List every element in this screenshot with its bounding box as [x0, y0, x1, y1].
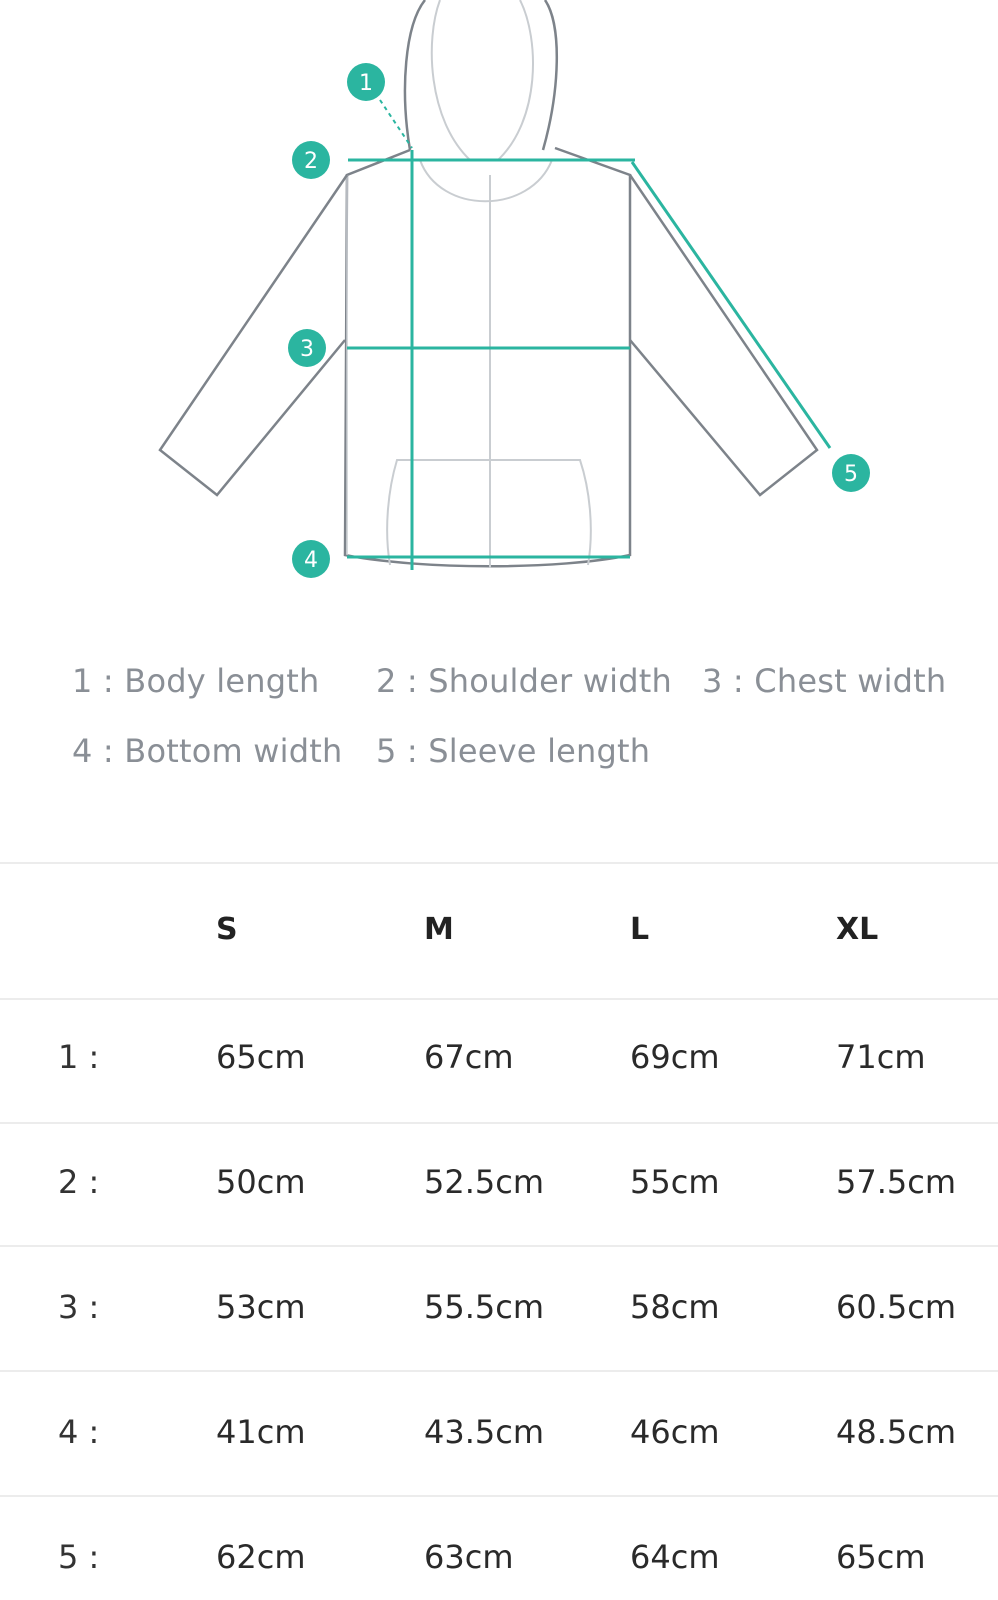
badge-4: [292, 540, 330, 578]
hood-inner: [432, 0, 533, 160]
table-cell: 71cm: [836, 1038, 926, 1076]
legend-item-chest-width: 3 : Chest width: [702, 662, 947, 700]
neck-line: [420, 160, 552, 201]
badge-2: [292, 141, 330, 179]
sleeve-length-line: [632, 162, 830, 448]
hoodie-measurement-diagram: [0, 0, 998, 600]
column-header-s: S: [216, 912, 238, 947]
table-divider: [0, 1495, 998, 1497]
legend-label: Shoulder width: [428, 662, 672, 700]
table-cell: 55cm: [630, 1163, 720, 1201]
legend-item-bottom-width: 4 : Bottom width: [72, 732, 343, 770]
row-label: 2 :: [58, 1163, 100, 1201]
column-header-m: M: [424, 912, 454, 947]
row-label: 1 :: [58, 1038, 100, 1076]
right-sleeve: [630, 175, 817, 495]
table-cell: 48.5cm: [836, 1413, 957, 1451]
table-cell: 63cm: [424, 1538, 514, 1576]
legend-number: 4: [72, 732, 93, 770]
table-cell: 58cm: [630, 1288, 720, 1326]
legend-label: Body length: [124, 662, 320, 700]
table-cell: 67cm: [424, 1038, 514, 1076]
table-cell: 55.5cm: [424, 1288, 545, 1326]
table-cell: 53cm: [216, 1288, 306, 1326]
table-cell: 43.5cm: [424, 1413, 545, 1451]
svg-text:1: 1: [359, 71, 373, 96]
legend-number: 2: [376, 662, 397, 700]
table-cell: 52.5cm: [424, 1163, 545, 1201]
table-cell: 41cm: [216, 1413, 306, 1451]
legend-label: Chest width: [754, 662, 947, 700]
table-divider: [0, 998, 998, 1000]
row-label: 3 :: [58, 1288, 100, 1326]
table-divider: [0, 1245, 998, 1247]
table-cell: 62cm: [216, 1538, 306, 1576]
column-header-l: L: [630, 912, 650, 947]
legend-item-body-length: 1 : Body length: [72, 662, 320, 700]
badge-1: [347, 63, 385, 101]
table-divider: [0, 862, 998, 864]
row-label: 4 :: [58, 1413, 100, 1451]
legend-item-shoulder-width: 2 : Shoulder width: [376, 662, 672, 700]
legend-item-sleeve-length: 5 : Sleeve length: [376, 732, 651, 770]
row-label: 5 :: [58, 1538, 100, 1576]
table-cell: 60.5cm: [836, 1288, 957, 1326]
table-divider: [0, 1370, 998, 1372]
table-cell: 69cm: [630, 1038, 720, 1076]
table-cell: 46cm: [630, 1413, 720, 1451]
table-cell: 65cm: [216, 1038, 306, 1076]
legend-label: Bottom width: [124, 732, 343, 770]
legend-label: Sleeve length: [428, 732, 651, 770]
svg-text:4: 4: [304, 548, 318, 573]
svg-text:3: 3: [300, 337, 314, 362]
table-divider: [0, 1122, 998, 1124]
legend-number: 5: [376, 732, 397, 770]
legend-number: 1: [72, 662, 93, 700]
legend-number: 3: [702, 662, 723, 700]
table-cell: 50cm: [216, 1163, 306, 1201]
table-cell: 64cm: [630, 1538, 720, 1576]
column-header-xl: XL: [836, 912, 879, 947]
svg-text:2: 2: [304, 149, 318, 174]
hood-outline: [405, 0, 557, 150]
table-cell: 57.5cm: [836, 1163, 957, 1201]
svg-text:5: 5: [844, 462, 858, 487]
table-cell: 65cm: [836, 1538, 926, 1576]
badge-3: [288, 329, 326, 367]
kangaroo-pocket: [387, 460, 591, 565]
badge-5: [832, 454, 870, 492]
